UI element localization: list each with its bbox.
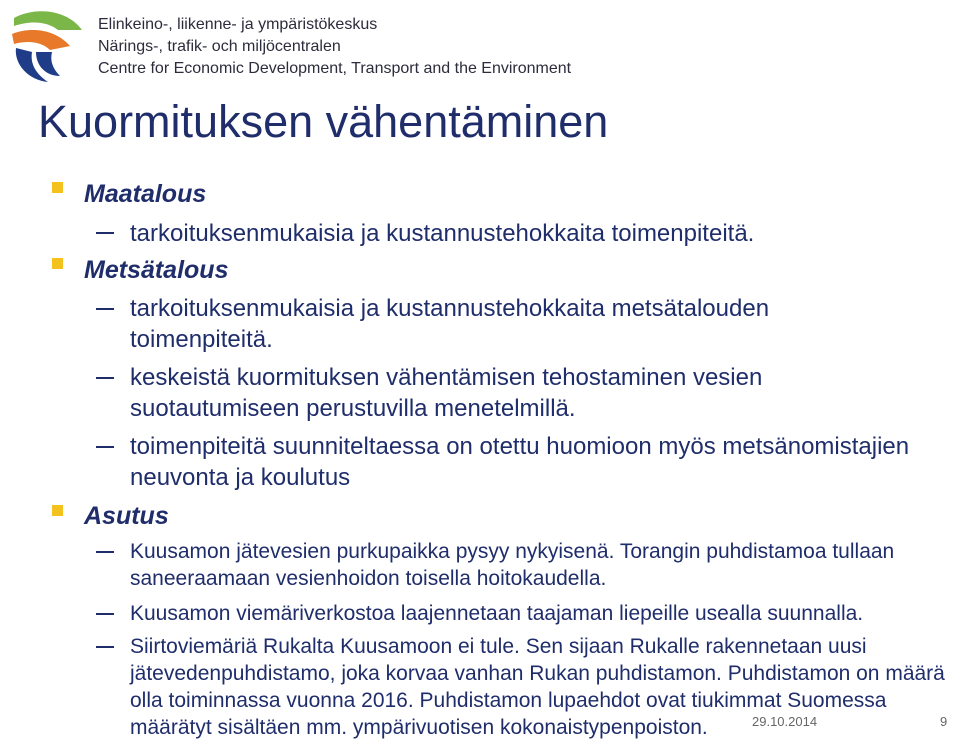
slide-date: 29.10.2014	[752, 714, 818, 729]
dash-icon	[96, 446, 114, 448]
dash-icon	[96, 232, 114, 234]
list-item: tarkoituksenmukaisia ja kustannustehokkaita toimenpiteitä.	[130, 220, 755, 247]
list-item: toimenpiteitä suunniteltaessa on otettu huomioon myös metsänomistajien neuvonta ja koulutus	[130, 433, 910, 491]
dash-icon	[96, 551, 114, 553]
page-number: 9	[940, 714, 948, 729]
dash-icon	[96, 646, 114, 648]
section-heading-asutus: Asutus	[84, 502, 169, 530]
org-name-sv: Närings-, trafik- och miljöcentralen	[98, 38, 341, 55]
list-item: keskeistä kuormituksen vähentämisen tehostaminen vesien suotautumiseen perustuvilla menetelmillä.	[130, 364, 763, 422]
org-name-fi: Elinkeino-, liikenne- ja ympäristökeskus	[98, 16, 378, 33]
dash-icon	[96, 377, 114, 379]
list-item: Kuusamon jätevesien purkupaikka pysyy nykyisenä. Torangin puhdistamoa tullaan saneeraamaan vesienhoidon toisella hoitokaudella.	[130, 540, 895, 590]
bullet-icon	[52, 505, 63, 516]
bullet-icon	[52, 258, 63, 269]
list-item: Siirtoviemäriä Rukalta Kuusamoon ei tule. Sen sijaan Rukalle rakennetaan uusi jätevedenpuhdistamo, joka korvaa vanhan Rukan puhdistamon. Puhdistamon on määrä olla toiminnassa vuonna 2016. Puhdistamon lupaehdot ovat tiukimmat Suomessa määrätyt sisältäen mm. ympärivuotisen kokonaistypenpoiston.	[130, 635, 945, 739]
bullet-icon	[52, 182, 63, 193]
ely-logo-icon	[6, 4, 86, 84]
organization-name	[98, 14, 571, 80]
section-heading-maatalous: Maatalous	[84, 180, 207, 208]
dash-icon	[96, 308, 114, 310]
dash-icon	[96, 613, 114, 615]
section-heading-metsatalous: Metsätalous	[84, 256, 229, 284]
list-item: Kuusamon viemäriverkostoa laajennetaan taajaman liepeille usealla suunnalla.	[130, 602, 864, 625]
org-name-en: Centre for Economic Development, Transport and the Environment	[98, 60, 572, 77]
slide-title: Kuormituksen vähentäminen	[38, 96, 609, 147]
list-item: tarkoituksenmukaisia ja kustannustehokkaita metsätalouden toimenpiteitä.	[130, 295, 770, 353]
